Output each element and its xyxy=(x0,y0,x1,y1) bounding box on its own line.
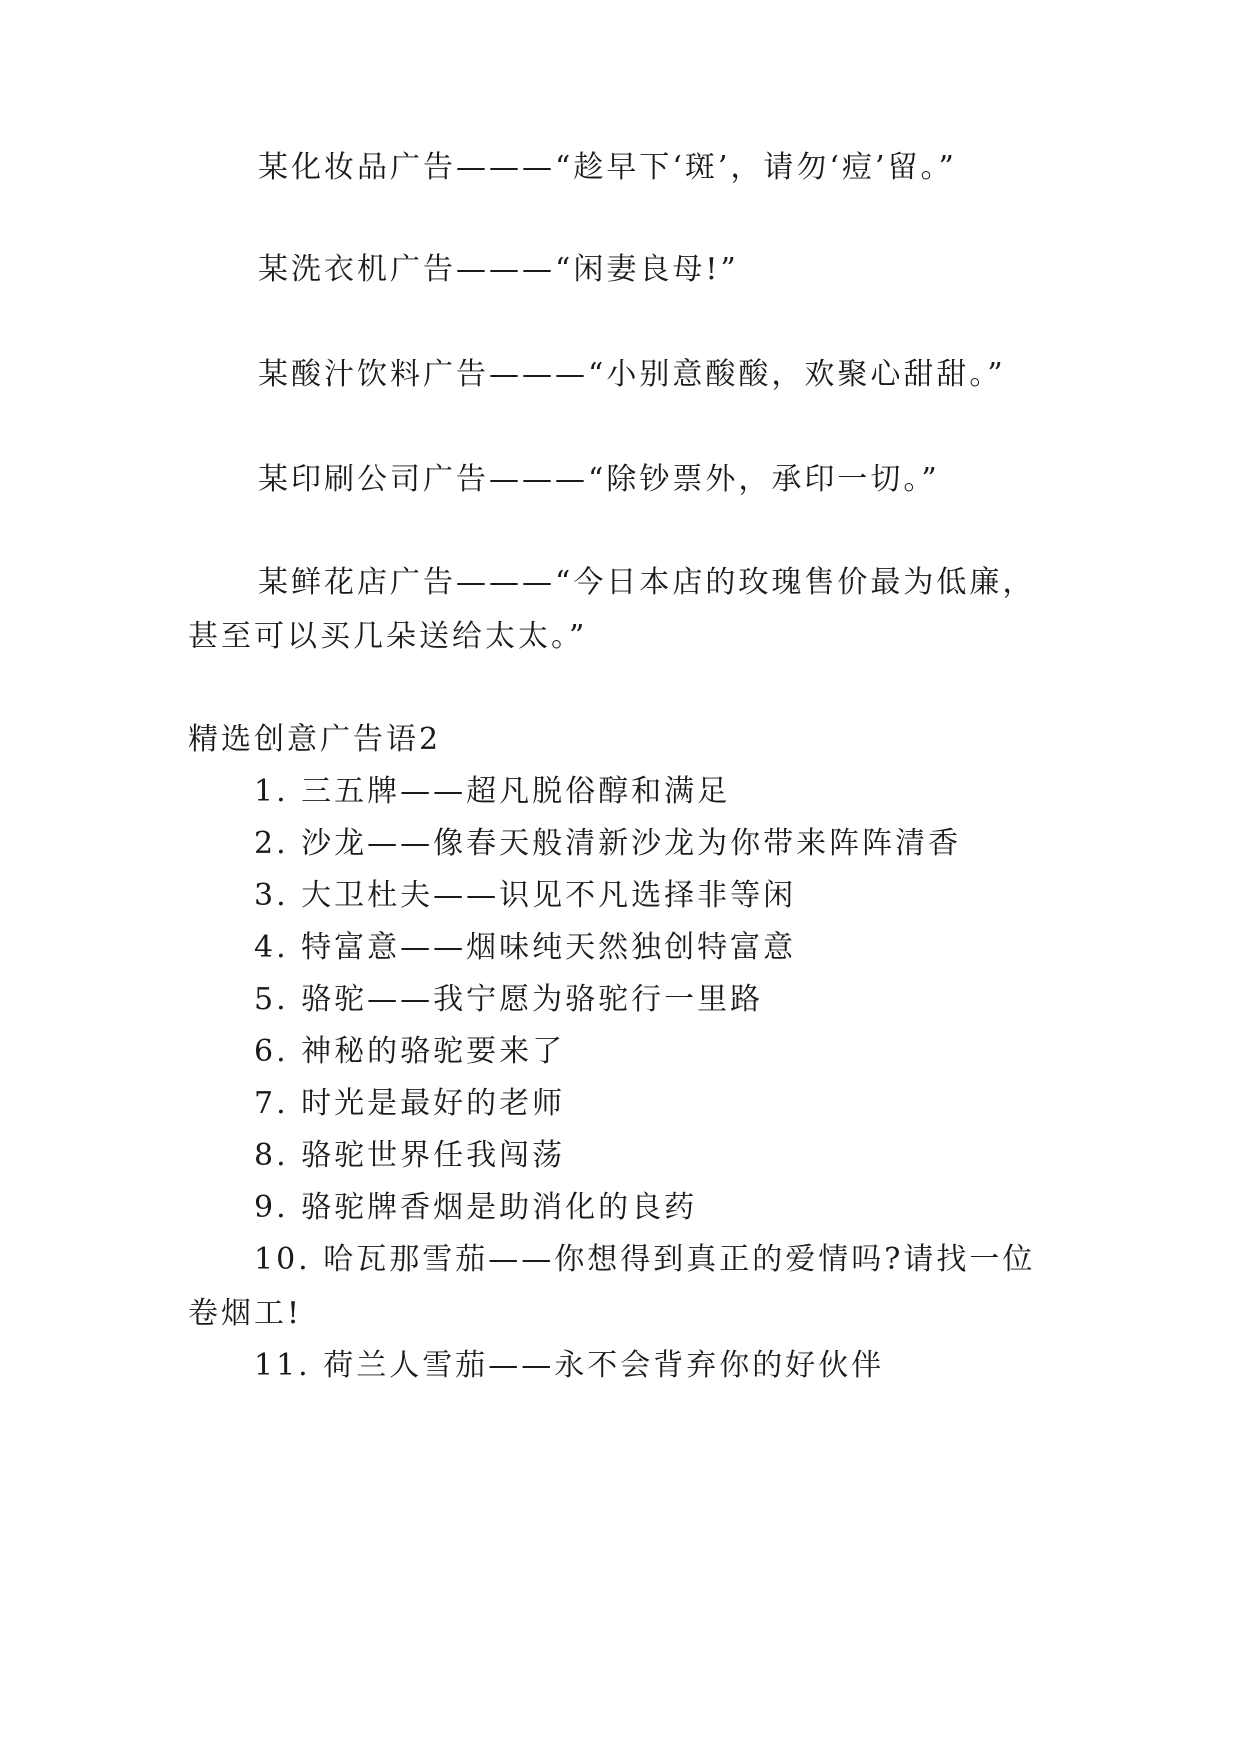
list-item: 6. 神秘的骆驼要来了 xyxy=(254,1034,566,1069)
ad-washing-machine: 某洗衣机广告———“闲妻良母!” xyxy=(258,252,739,287)
ad-flower-shop: 某鲜花店广告———“今日本店的玫瑰售价最为低廉， xyxy=(258,565,1036,600)
list-item: 8. 骆驼世界任我闯荡 xyxy=(254,1138,566,1173)
section-title: 精选创意广告语2 xyxy=(188,722,442,757)
list-item: 2. 沙龙——像春天般清新沙龙为你带来阵阵清香 xyxy=(254,826,962,861)
list-item: 3. 大卫杜夫——识见不凡选择非等闲 xyxy=(254,878,797,913)
list-item: 7. 时光是最好的老师 xyxy=(254,1086,566,1121)
ad-sour-juice: 某酸汁饮料广告———“小别意酸酸，欢聚心甜甜。” xyxy=(258,357,1006,392)
list-item: 9. 骆驼牌香烟是助消化的良药 xyxy=(254,1190,698,1225)
list-item-cont: 卷烟工! xyxy=(188,1296,303,1331)
list-item: 11. 荷兰人雪茄——永不会背弃你的好伙伴 xyxy=(254,1348,885,1383)
list-item: 1. 三五牌——超凡脱俗醇和满足 xyxy=(254,774,731,809)
list-item: 10. 哈瓦那雪茄——你想得到真正的爱情吗?请找一位 xyxy=(254,1242,1036,1277)
list-item: 4. 特富意——烟味纯天然独创特富意 xyxy=(254,930,797,965)
ad-cosmetics: 某化妆品广告———“趁早下‘斑’，请勿‘痘’留。” xyxy=(258,150,957,185)
ad-printing: 某印刷公司广告———“除钞票外，承印一切。” xyxy=(258,462,940,497)
list-item: 5. 骆驼——我宁愿为骆驼行一里路 xyxy=(254,982,764,1017)
ad-flower-shop-cont: 甚至可以买几朵送给太太。” xyxy=(188,619,588,654)
